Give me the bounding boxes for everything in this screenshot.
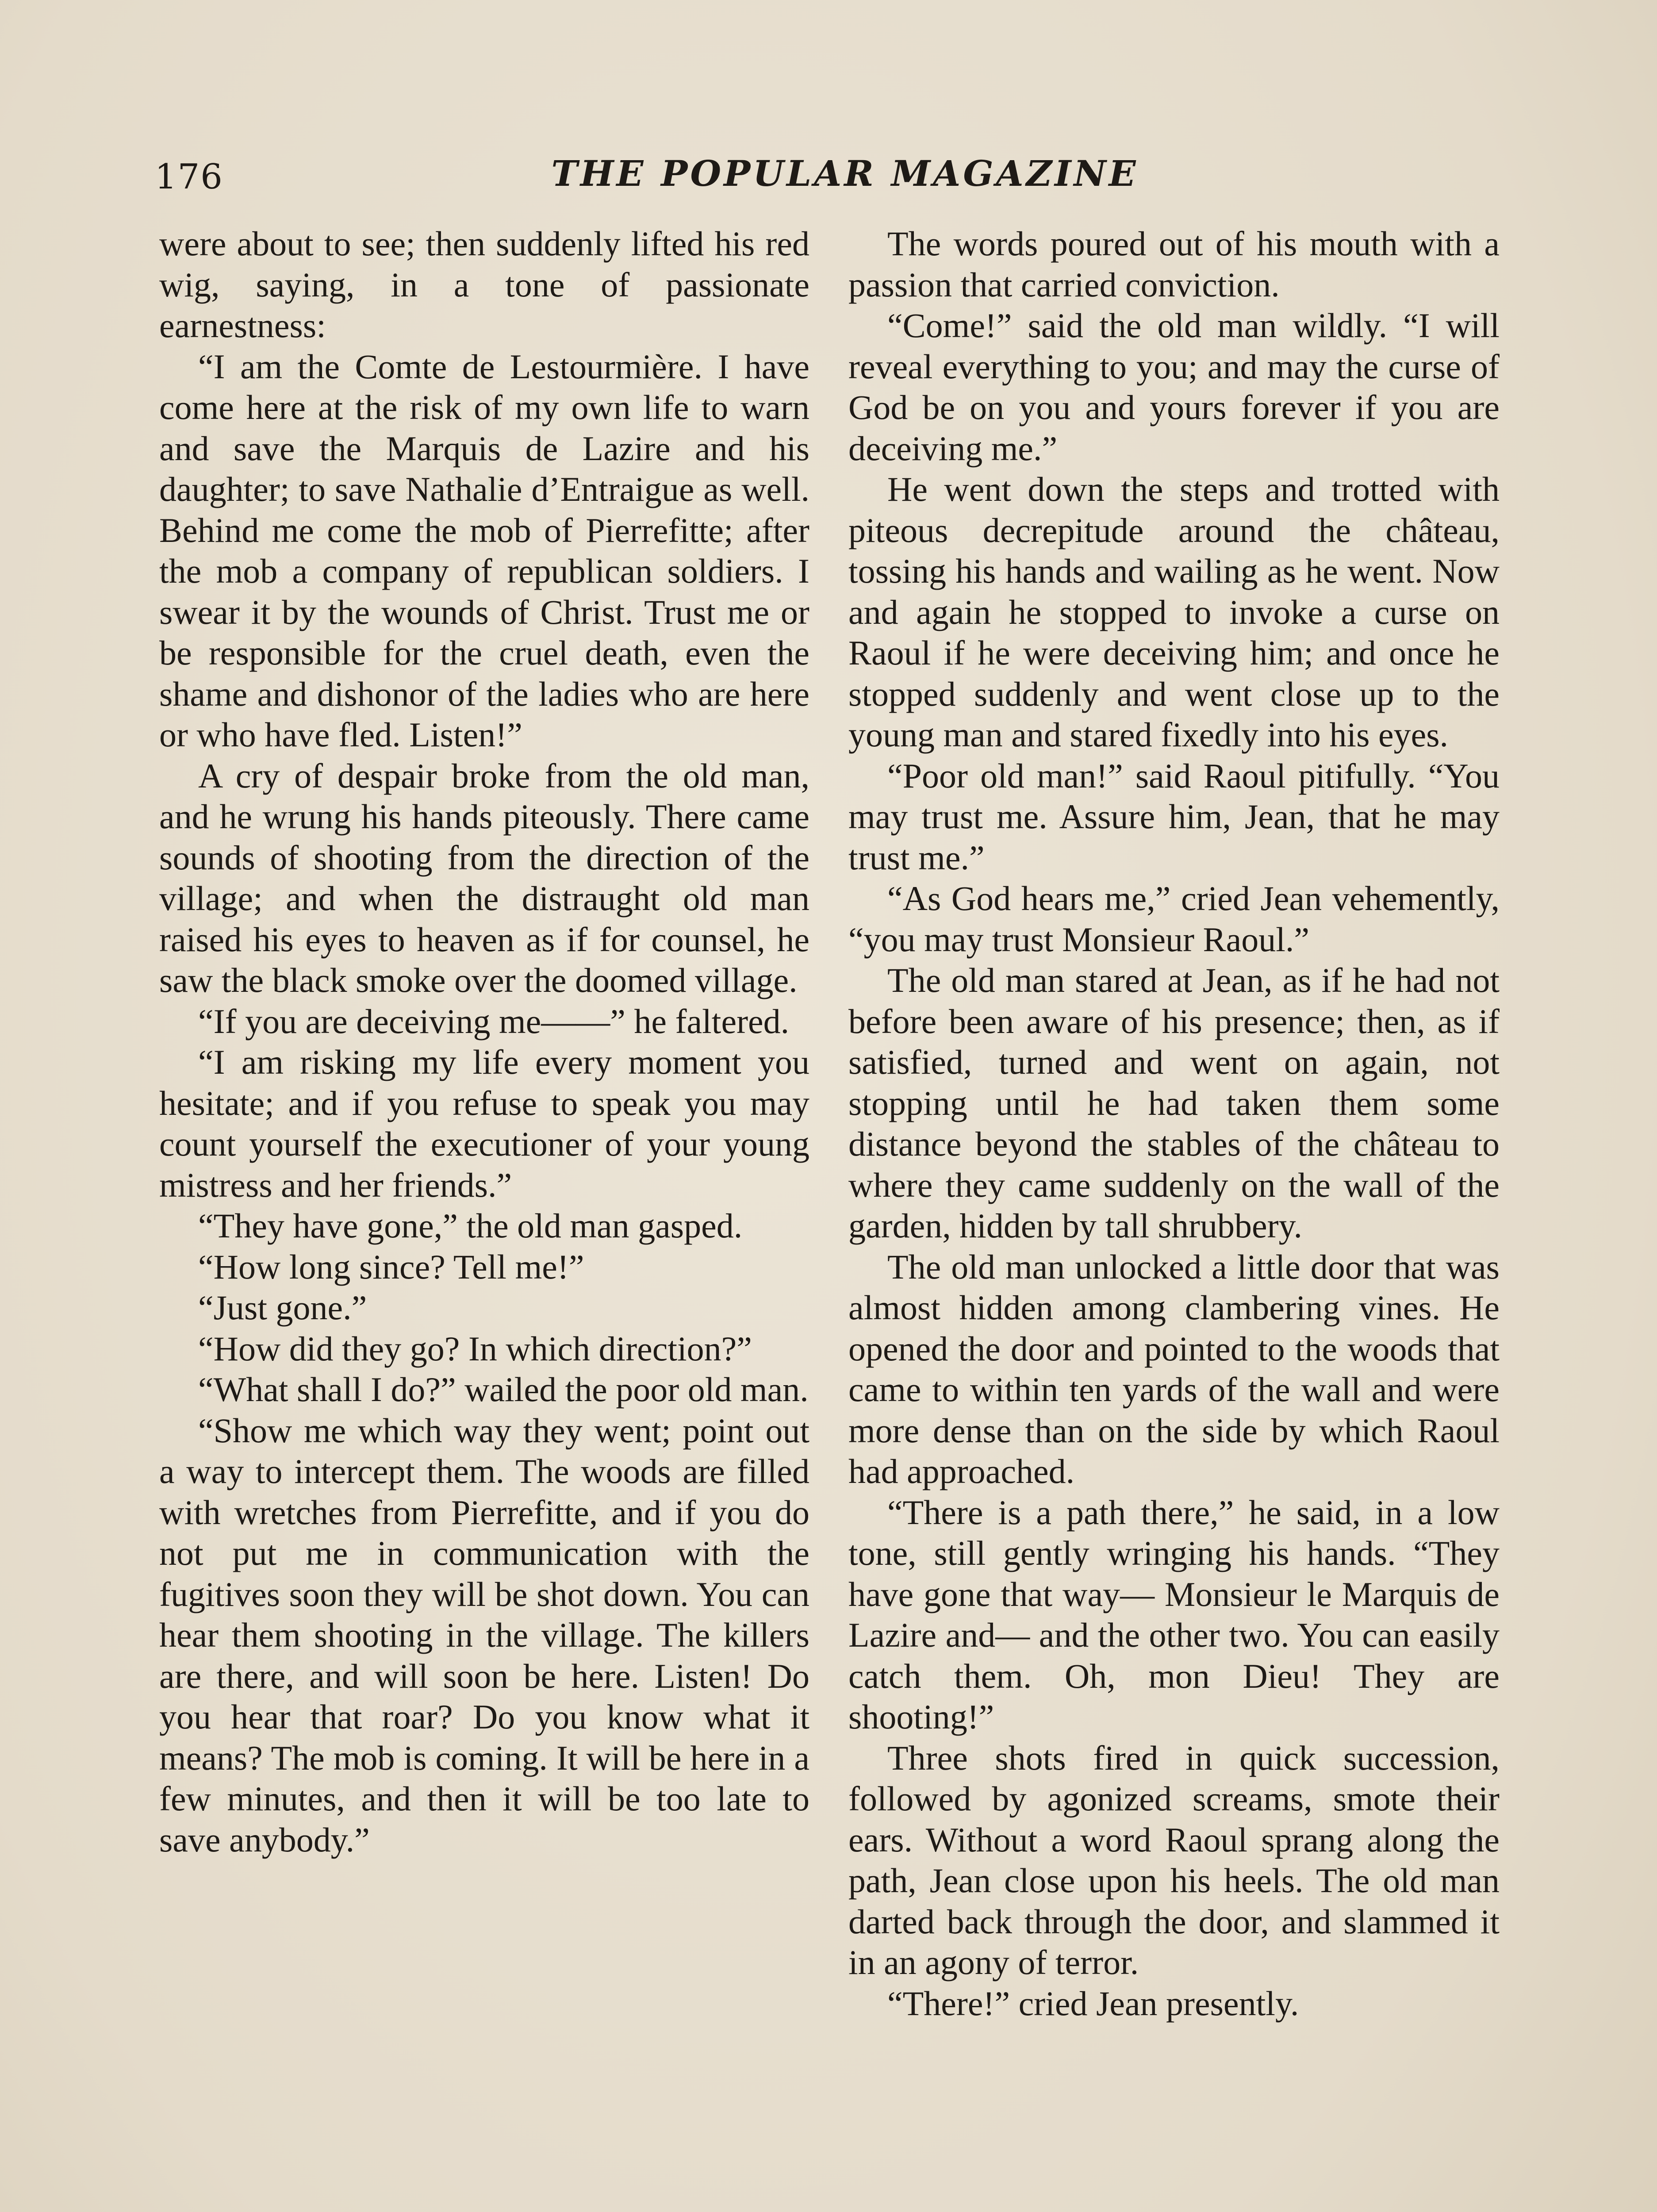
paragraph: “Come!” said the old man wildly. “I will reveal everything to you; and may the curse of God be on you and yours forever if you are deceiving me.” <box>848 306 1500 468</box>
left-column <box>159 223 809 1860</box>
paragraph: “What shall I do?” wailed the poor old man. <box>198 1370 809 1409</box>
paragraph: “If you are deceiving me——” he faltered. <box>198 1002 790 1041</box>
paragraph: “Show me which way they went; point out a way to intercept them. The woods are filled with wretches from Pierrefitte, and if you do not put me in communication with the fugitives soon they will be shot down. You can hear them shooting in the village. The killers are there, and will soon be here. Listen! Do you hear that roar? Do you know what it means? The mob is coming. It will be here in a few minutes, and then it will be too late to save anybody.” <box>159 1411 809 1859</box>
paragraph: “They have gone,” the old man gasped. <box>198 1206 743 1245</box>
paragraph: “Poor old man!” said Raoul pitifully. “You may trust me. Assure him, Jean, that he may trust me.” <box>848 756 1500 877</box>
paragraph: A cry of despair broke from the old man, and he wrung his hands piteously. There came sounds of shooting from the direction of the village; and when the distraught old man raised his eyes to heaven as if for counsel, he saw the black smoke over the doomed village. <box>159 756 809 999</box>
paragraph: The old man unlocked a little door that was almost hidden among clambering vines. He opened the door and pointed to the woods that came to within ten yards of the wall and were more dense than on the side by which Raoul had approached. <box>848 1247 1500 1490</box>
paragraph: “How did they go? In which direction?” <box>198 1329 752 1368</box>
paragraph: The words poured out of his mouth with a passion that carried conviction. <box>848 224 1500 304</box>
paragraph: “I am risking my life every moment you hesitate; and if you refuse to speak you may count yourself the executioner of your young mistress and her friends.” <box>159 1043 809 1204</box>
paragraph: Three shots fired in quick succession, followed by agonized screams, smote their ears. Without a word Raoul sprang along the path, Jean close upon his heels. The old man darted back through the door, and slammed it in an agony of terror. <box>848 1738 1500 1982</box>
paragraph: The old man stared at Jean, as if he had not before been aware of his presence; then, as if satisfied, turned and went on again, not stopping until he had taken them some distance beyond the stables of the château to where they came suddenly on the wall of the garden, hidden by tall shrubbery. <box>848 961 1500 1245</box>
paragraph: “I am the Comte de Lestourmière. I have come here at the risk of my own life to warn and save the Marquis de Lazire and his daughter; to save Nathalie d’Entraigue as well. Behind me come the mob of Pierrefitte; after the mob a company of republican soldiers. I swear it by the wounds of Christ. Trust me or be responsible for the cruel death, even the shame and dishonor of the ladies who are here or who have fled. Listen!” <box>159 347 809 754</box>
running-title: THE POPULAR MAGAZINE <box>551 153 1139 194</box>
paragraph: “There!” cried Jean presently. <box>887 1984 1299 2023</box>
paragraph: were about to see; then suddenly lifted his red wig, saying, in a tone of passionate earnestness: <box>159 224 809 345</box>
paragraph: “There is a path there,” he said, in a low tone, still gently wringing his hands. “They have gone that way— Monsieur le Marquis de Lazire and— and the other two. You can easily catch them. Oh, mon Dieu! They are shooting!” <box>848 1493 1500 1736</box>
paragraph: “As God hears me,” cried Jean vehemently, “you may trust Monsieur Raoul.” <box>848 879 1500 959</box>
page-number: 176 <box>155 157 223 197</box>
paragraph: He went down the steps and trotted with piteous decrepitude around the château, tossing his hands and wailing as he went. Now and again he stopped to invoke a curse on Raoul if he were deceiving him; and once he stopped suddenly and went close up to the young man and stared fixedly into his eyes. <box>848 470 1500 754</box>
right-column <box>848 223 1500 2024</box>
paragraph: “Just gone.” <box>198 1288 367 1327</box>
paragraph: “How long since? Tell me!” <box>198 1247 584 1286</box>
